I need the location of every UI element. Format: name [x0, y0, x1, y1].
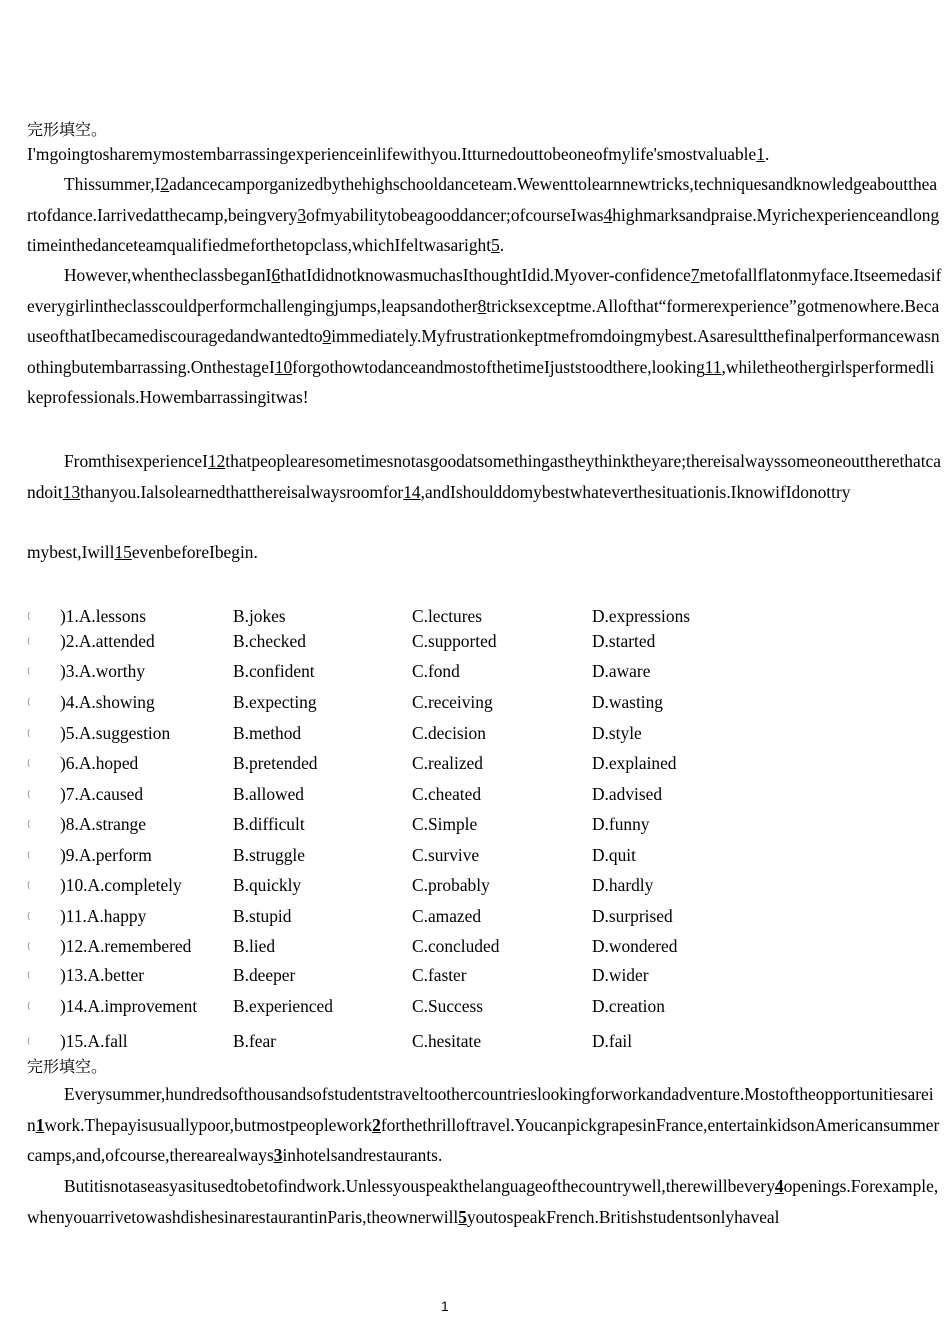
answer-paren: ( — [27, 1002, 31, 1012]
option-d: D.fail — [592, 1031, 633, 1051]
option-b: B.deeper — [233, 965, 296, 985]
answer-paren: ( — [27, 612, 31, 622]
option-c: C.fond — [412, 661, 460, 681]
option-c: C.probably — [412, 875, 490, 895]
option-c: C.decision — [412, 723, 486, 743]
option-b: B.pretended — [233, 753, 318, 773]
option-c: C.cheated — [412, 784, 482, 804]
option-b: B.experienced — [233, 996, 333, 1016]
option-b: B.expecting — [233, 692, 317, 712]
passage1-paragraph-3 — [27, 260, 942, 413]
option-a: )7.A.caused — [60, 784, 144, 804]
option-d: D.started — [592, 631, 656, 651]
blank-number: 14 — [403, 481, 421, 502]
option-d: D.hardly — [592, 875, 654, 895]
blank-number: 10 — [274, 356, 293, 377]
option-b: B.method — [233, 723, 302, 743]
question-row — [27, 606, 927, 630]
text-run: thatIdidnotknowasmuchasIthoughtIdid.Myover-confidence — [280, 265, 691, 285]
answer-paren: ( — [27, 881, 31, 891]
option-d: D.wondered — [592, 936, 678, 956]
text-run: metofallflatonmyface.Itseemedasifeverygirlintheclasscouldperformchallengingjumps,leapsandother — [27, 265, 942, 316]
text-run: thanyou.Ialsolearnedthatthereisalwaysroomfor — [80, 481, 404, 502]
answer-paren: ( — [27, 942, 31, 952]
blank-number: 7 — [690, 265, 700, 285]
option-b: B.checked — [233, 631, 306, 651]
option-d: D.explained — [592, 753, 677, 773]
answer-paren: ( — [27, 1037, 31, 1047]
option-c: C.concluded — [412, 936, 500, 956]
page-number: 1 — [441, 1298, 449, 1314]
option-d: D.style — [592, 723, 642, 743]
text-run: thatpeoplearesometimesnotasgoodatsomethingastheythinktheyare;thereisalwayssomeoneouttherethatcandoit — [27, 451, 941, 502]
text-run: Everysummer,hundredsofthousandsofstudentstraveltoothercountrieslookingforworkandadventure.Mostoftheopportunitiesarein — [27, 1084, 934, 1135]
passage2-paragraph-2 — [27, 1171, 942, 1232]
option-a: )12.A.remembered — [60, 936, 192, 956]
question-row — [27, 753, 927, 777]
answer-paren: ( — [27, 851, 31, 861]
option-d: D.wasting — [592, 692, 664, 712]
blank-number: 15 — [114, 542, 132, 562]
question-row — [27, 631, 927, 655]
option-c: C.Success — [412, 996, 484, 1016]
option-c: C.supported — [412, 631, 497, 651]
blank-number: 2 — [372, 1114, 381, 1135]
text-run: I'mgoingtosharemymostembarrassingexperienceinlifewithyou.Itturnedouttobeoneofmylife'smostvaluable — [27, 144, 757, 164]
question-row — [27, 814, 927, 838]
text-run: However,whentheclassbeganI — [64, 265, 272, 285]
passage1-paragraph-1 — [27, 139, 942, 170]
text-run: openings.Forexample,whenyouarrivetowashdishesinarestaurantinParis,theownerwill — [27, 1176, 939, 1227]
text-run: adancecamporganizedbythehighschooldanceteam.Wewenttolearnnewtricks,techniquesandknowledgeabouttheartofdance.Iarrivedatthecamp,beingvery — [27, 174, 938, 225]
text-run: Thissummer,I — [64, 174, 161, 194]
question-row — [27, 1031, 927, 1055]
option-d: D.surprised — [592, 906, 673, 926]
option-c: C.faster — [412, 965, 467, 985]
blank-number: 5 — [458, 1206, 467, 1227]
option-a: )14.A.improvement — [60, 996, 198, 1016]
option-a: )10.A.completely — [60, 875, 182, 895]
question-row — [27, 906, 927, 930]
text-run: . — [499, 235, 505, 255]
text-run: work.Thepayisusuallypoor,butmostpeoplework — [44, 1114, 373, 1135]
option-a: )9.A.perform — [60, 845, 152, 865]
blank-number: 1 — [756, 144, 765, 164]
option-b: B.allowed — [233, 784, 304, 804]
option-d: D.expressions — [592, 606, 691, 626]
question-row — [27, 692, 927, 716]
blank-number: 2 — [160, 174, 170, 194]
option-b: B.quickly — [233, 875, 302, 895]
question-row — [27, 723, 927, 747]
option-d: D.wider — [592, 965, 649, 985]
passage1-paragraph-2 — [27, 169, 942, 261]
answer-paren: ( — [27, 790, 31, 800]
option-a: )6.A.hoped — [60, 753, 139, 773]
answer-paren: ( — [27, 759, 31, 769]
text-run: ,whiletheothergirlsperformedlikeprofessionals.Howembarrassingitwas! — [27, 356, 935, 407]
passage1-paragraph-4 — [27, 446, 942, 507]
option-c: C.amazed — [412, 906, 482, 926]
option-a: )5.A.suggestion — [60, 723, 171, 743]
blank-number: 13 — [62, 481, 81, 502]
option-d: D.quit — [592, 845, 636, 865]
question-row — [27, 875, 927, 899]
option-b: B.confident — [233, 661, 315, 681]
blank-number: 3 — [273, 1145, 283, 1165]
option-c: C.receiving — [412, 692, 493, 712]
answer-paren: ( — [27, 667, 31, 677]
option-c: C.lectures — [412, 606, 483, 626]
blank-number: 9 — [322, 326, 332, 346]
blank-number: 6 — [271, 265, 281, 285]
option-c: C.survive — [412, 845, 480, 865]
option-b: B.jokes — [233, 606, 286, 626]
text-run: evenbeforeIbegin. — [131, 542, 258, 562]
text-run: ,andIshoulddomybestwhateverthesituationis.IknowifIdonottry — [420, 481, 851, 502]
blank-number: 5 — [491, 235, 500, 255]
text-run: inhotelsandrestaurants. — [282, 1145, 443, 1165]
option-b: B.lied — [233, 936, 276, 956]
option-b: B.struggle — [233, 845, 305, 865]
passage1-paragraph-5 — [27, 537, 942, 568]
answer-paren: ( — [27, 698, 31, 708]
answer-paren: ( — [27, 912, 31, 922]
answer-paren: ( — [27, 820, 31, 830]
blank-number: 8 — [477, 295, 487, 316]
blank-number: 4 — [774, 1176, 784, 1196]
text-run: highmarksandpraise.Myrichexperienceandlongtimeinthedanceteamqualifiedmeforthetopclass,whichIfeltwasaright — [27, 204, 940, 255]
passage1-heading: 完形填空。 — [27, 120, 108, 139]
blank-number: 4 — [603, 204, 613, 225]
option-a: )13.A.better — [60, 965, 145, 985]
blank-number: 3 — [297, 204, 307, 225]
option-d: D.advised — [592, 784, 663, 804]
text-run: FromthisexperienceI — [64, 451, 208, 471]
option-d: D.creation — [592, 996, 665, 1016]
answer-paren: ( — [27, 971, 31, 981]
option-c: C.realized — [412, 753, 483, 773]
blank-number: 11 — [704, 356, 722, 377]
answer-paren: ( — [27, 637, 31, 647]
option-b: B.fear — [233, 1031, 276, 1051]
option-a: )15.A.fall — [60, 1031, 128, 1051]
question-row — [27, 965, 927, 989]
option-a: )4.A.showing — [60, 692, 155, 712]
option-d: D.funny — [592, 814, 650, 834]
text-run: immediately.Myfrustrationkeptmefromdoingmybest.Asaresultthefinalperformancewasnothingbutembarrassing.OnthestageI — [27, 326, 940, 377]
passage2-heading: 完形填空。 — [27, 1057, 108, 1076]
question-row — [27, 661, 927, 685]
option-c: C.Simple — [412, 814, 478, 834]
text-run: forthethrilloftravel.YoucanpickgrapesinFrance,entertainkidsonAmericansummercamps,and,ofcourse,therearealways — [27, 1114, 940, 1165]
option-a: )3.A.worthy — [60, 661, 146, 681]
blank-number: 1 — [35, 1114, 45, 1135]
text-run: ofmyabilitytobeagooddancer;ofcourseIwas — [306, 204, 604, 225]
answer-paren: ( — [27, 729, 31, 739]
text-run: . — [764, 144, 770, 164]
text-run: youtospeakFrench.Britishstudentsonlyhaveal — [466, 1206, 780, 1227]
text-run: tricksexceptme.Allofthat“formerexperience”gotmenowhere.BecauseofthatIbecamediscouragedandwantedto — [27, 295, 940, 346]
text-run: mybest,Iwill — [27, 542, 115, 562]
option-a: )2.A.attended — [60, 631, 155, 651]
option-a: )11.A.happy — [60, 906, 147, 926]
question-row — [27, 936, 927, 960]
option-c: C.hesitate — [412, 1031, 482, 1051]
text-run: Butitisnotaseasyasitusedtobetofindwork.Unlessyouspeakthelanguageofthecountrywell,therewillbevery — [64, 1176, 775, 1196]
question-row — [27, 996, 927, 1020]
option-b: B.stupid — [233, 906, 292, 926]
question-row — [27, 845, 927, 869]
text-run: forgothowtodanceandmostofthetimeIjuststoodthere,looking — [292, 356, 705, 377]
blank-number: 12 — [207, 451, 226, 471]
question-row — [27, 784, 927, 808]
option-a: )1.A.lessons — [60, 606, 146, 626]
option-b: B.difficult — [233, 814, 305, 834]
passage2-paragraph-1 — [27, 1079, 942, 1171]
option-a: )8.A.strange — [60, 814, 146, 834]
option-d: D.aware — [592, 661, 651, 681]
